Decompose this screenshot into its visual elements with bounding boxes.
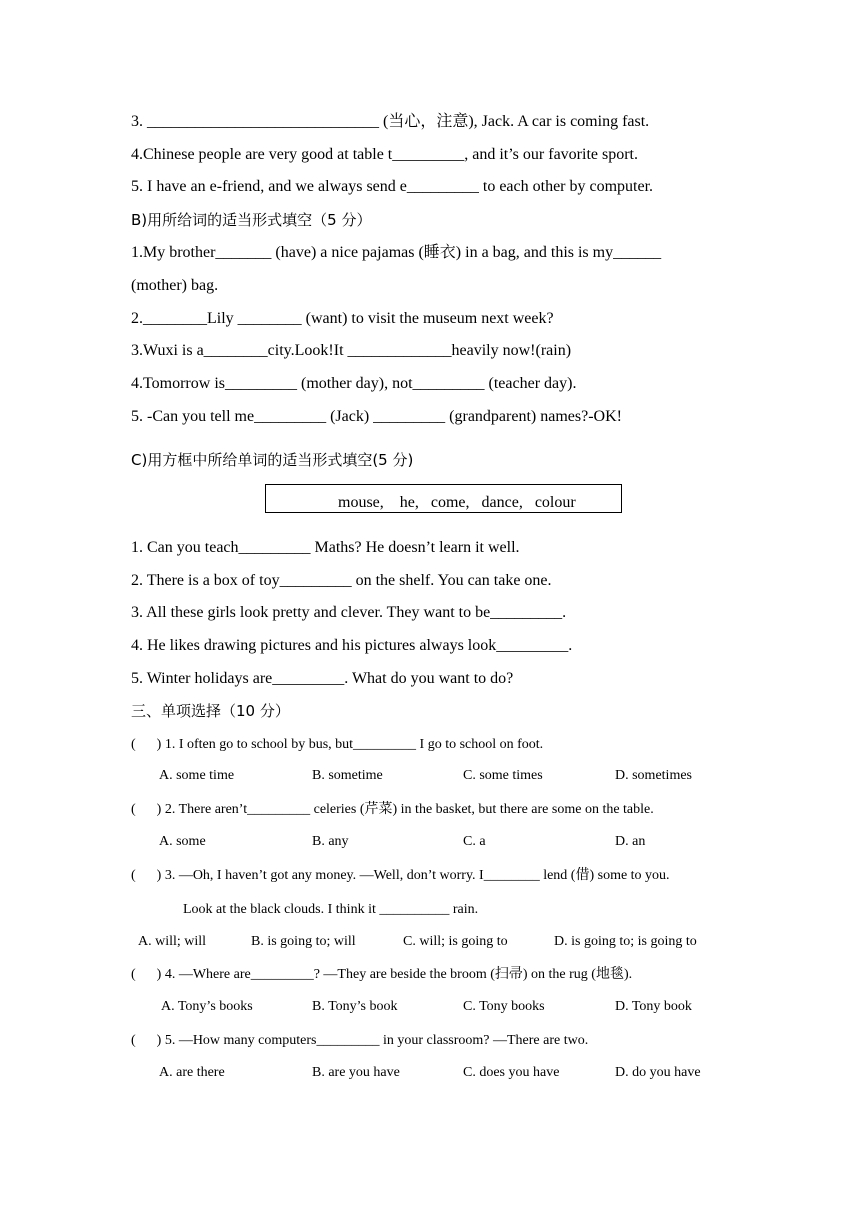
option-d[interactable]: D. is going to; is going to bbox=[554, 934, 697, 949]
option-b[interactable]: B. is going to; will bbox=[251, 934, 356, 949]
option-d[interactable]: D. do you have bbox=[615, 1065, 701, 1080]
option-a[interactable]: A. will; will bbox=[138, 934, 207, 949]
question-b3: 3.Wuxi is a________city.Look!It _____________heavily now!(rain) bbox=[131, 342, 572, 359]
mc-options-2 bbox=[0, 833, 860, 851]
mc-options-3 bbox=[0, 933, 860, 951]
question-b1: 1.My brother_______ (have) a nice pajamas (睡衣) in a bag, and this is my______ bbox=[131, 244, 662, 261]
question-c3: 3. All these girls look pretty and clever. They want to be_________. bbox=[131, 604, 567, 621]
option-b[interactable]: B. sometime bbox=[312, 768, 383, 783]
question-b1-continued: (mother) bag. bbox=[131, 277, 219, 294]
option-d[interactable]: D. sometimes bbox=[615, 768, 692, 783]
mc-options-4 bbox=[0, 998, 860, 1016]
question-a3: 3. _____________________________ (当心，注意), Jack. A car is coming fast. bbox=[131, 113, 650, 130]
option-c[interactable]: C. will; is going to bbox=[403, 934, 508, 949]
option-a[interactable]: A. are there bbox=[159, 1065, 225, 1080]
mc-question-1: ( ) 1. I often go to school by bus, but_________ I go to school on foot. bbox=[131, 737, 544, 752]
option-b[interactable]: B. are you have bbox=[312, 1065, 400, 1080]
question-a4: 4.Chinese people are very good at table t_________, and it’s our favorite sport. bbox=[131, 146, 638, 163]
section-c-heading: C)用方框中所给单词的适当形式填空(5 分) bbox=[131, 451, 414, 469]
question-b2: 2.________Lily ________ (want) to visit the museum next week? bbox=[131, 310, 554, 327]
option-a[interactable]: A. Tony’s books bbox=[161, 999, 253, 1014]
option-a[interactable]: A. some bbox=[159, 834, 206, 849]
section-b-heading: B)用所给词的适当形式填空（5 分） bbox=[131, 211, 372, 229]
mc-options-5 bbox=[0, 1064, 860, 1082]
option-c[interactable]: C. Tony books bbox=[463, 999, 545, 1014]
question-c1: 1. Can you teach_________ Maths? He doesn’t learn it well. bbox=[131, 539, 520, 556]
question-b5: 5. -Can you tell me_________ (Jack) _________ (grandparent) names?-OK! bbox=[131, 408, 622, 425]
option-c[interactable]: C. a bbox=[463, 834, 486, 849]
question-c2: 2. There is a box of toy_________ on the shelf. You can take one. bbox=[131, 572, 552, 589]
section-3-heading: 三、单项选择（10 分） bbox=[131, 702, 290, 720]
question-b4: 4.Tomorrow is_________ (mother day), not_________ (teacher day). bbox=[131, 375, 577, 392]
option-c[interactable]: C. some times bbox=[463, 768, 543, 783]
mc-question-2: ( ) 2. There aren’t_________ celeries (芹菜) in the basket, but there are some on the table. bbox=[131, 802, 654, 817]
question-c4: 4. He likes drawing pictures and his pictures always look_________. bbox=[131, 637, 573, 654]
mc-question-4: ( ) 4. —Where are_________? —They are beside the broom (扫帚) on the rug (地毯). bbox=[131, 967, 633, 982]
question-c5: 5. Winter holidays are_________. What do you want to do? bbox=[131, 670, 514, 687]
mc-question-5: ( ) 5. —How many computers_________ in your classroom? —There are two. bbox=[131, 1033, 589, 1048]
question-a5: 5. I have an e-friend, and we always send e_________ to each other by computer. bbox=[131, 178, 654, 195]
option-b[interactable]: B. any bbox=[312, 834, 349, 849]
mc-options-1 bbox=[0, 767, 860, 785]
option-c[interactable]: C. does you have bbox=[463, 1065, 560, 1080]
mc-question-3-continued: Look at the black clouds. I think it __________ rain. bbox=[183, 902, 479, 917]
word-box bbox=[265, 484, 622, 513]
word-box-words: mouse, he, come, dance, colour bbox=[338, 494, 576, 511]
option-d[interactable]: D. an bbox=[615, 834, 646, 849]
option-d[interactable]: D. Tony book bbox=[615, 999, 692, 1014]
option-b[interactable]: B. Tony’s book bbox=[312, 999, 398, 1014]
mc-question-3: ( ) 3. —Oh, I haven’t got any money. —Well, don’t worry. I________ lend (借) some to you. bbox=[131, 868, 670, 883]
option-a[interactable]: A. some time bbox=[159, 768, 235, 783]
